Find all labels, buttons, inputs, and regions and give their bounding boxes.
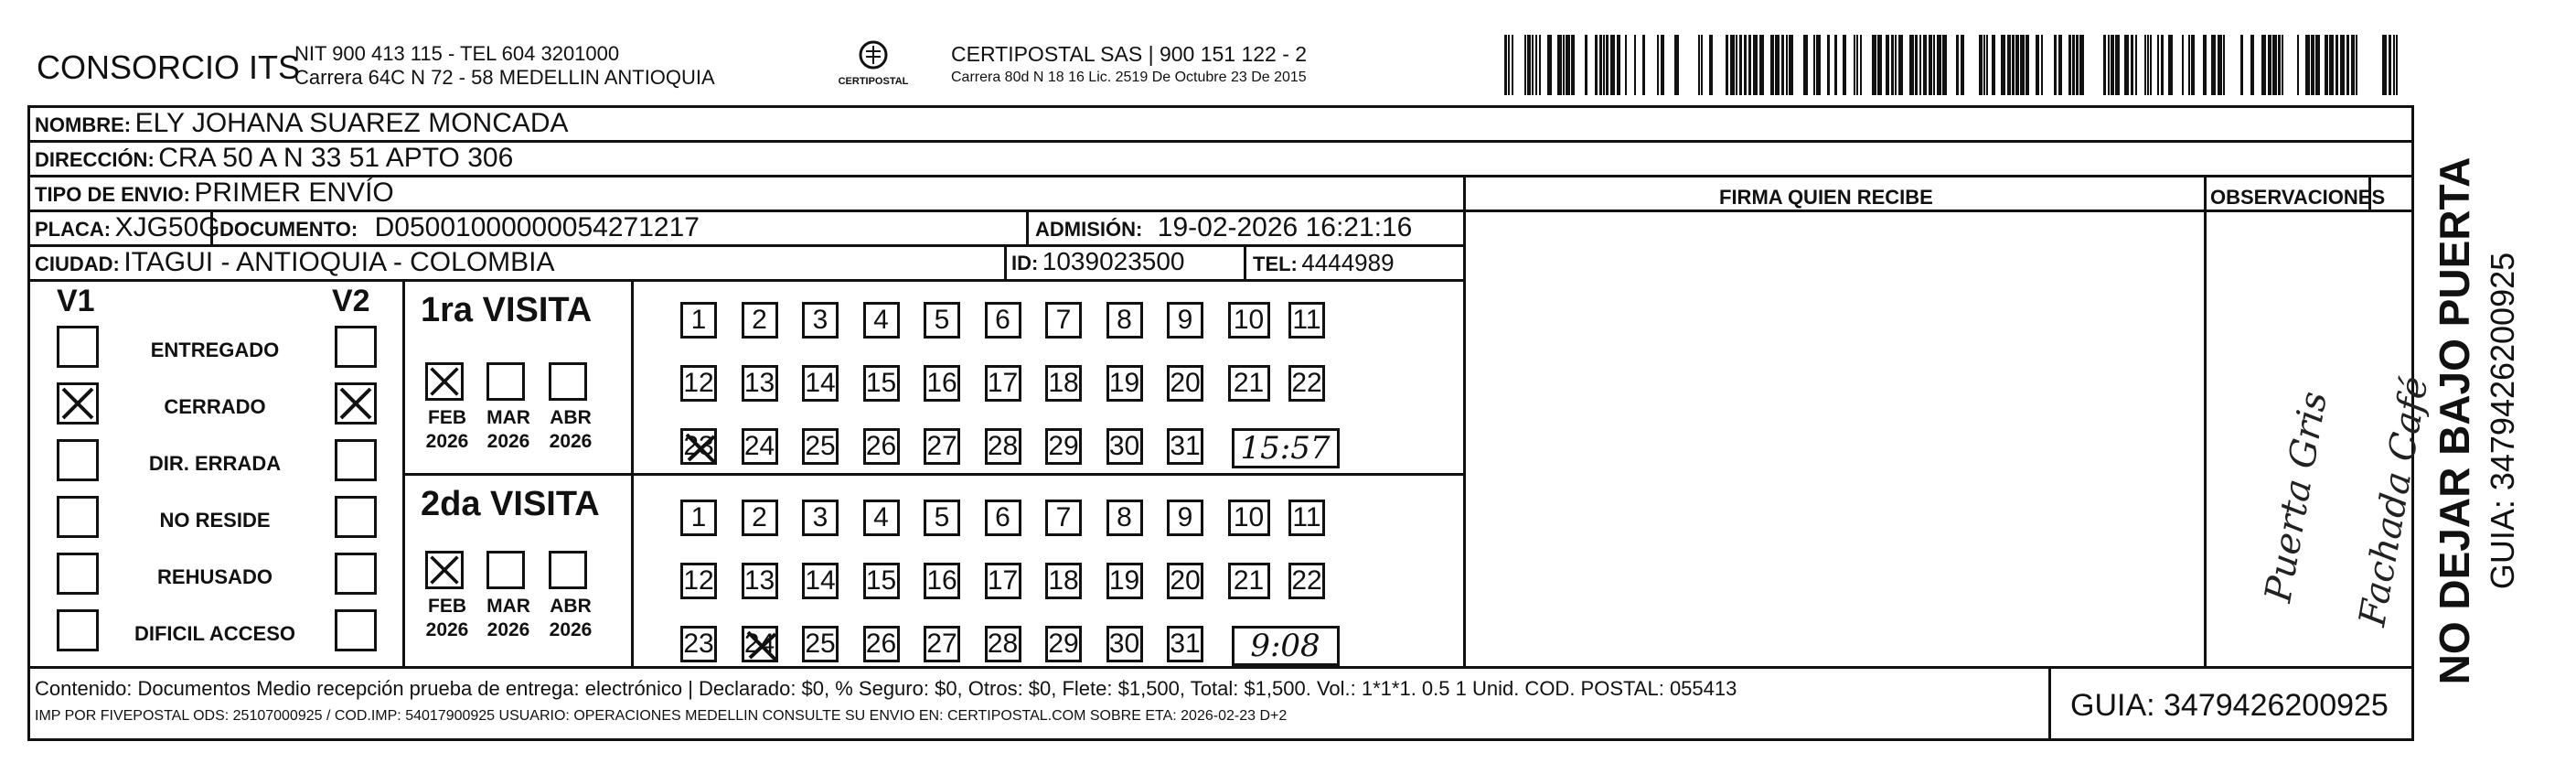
recipient-id: 1039023500 (1042, 247, 1185, 275)
day-number: 1 (690, 305, 707, 335)
day-number: 27 (926, 431, 957, 461)
status-label: ENTREGADO (150, 339, 280, 361)
day-number: 24 (743, 629, 775, 659)
status-v1-checkbox-4[interactable] (57, 553, 99, 595)
city: ITAGUI - ANTIOQUIA - COLOMBIA (123, 247, 555, 277)
visit2-day-2[interactable] (742, 500, 778, 536)
visit2-day-8[interactable] (1106, 500, 1143, 536)
day-number: 6 (995, 502, 1010, 532)
day-number: 29 (1048, 431, 1079, 461)
visit1-month-checkbox-0[interactable] (425, 362, 464, 401)
visit2-month-checkbox-0[interactable] (425, 551, 464, 589)
visit1-month-year: 2026 (486, 431, 530, 452)
visit1-day-3[interactable] (802, 302, 839, 339)
visit1-month-name: MAR (486, 407, 530, 428)
visit2-day-13[interactable] (742, 563, 778, 599)
visit2-day-30[interactable] (1106, 626, 1143, 662)
visit1-day-28[interactable] (985, 428, 1021, 465)
day-number: 11 (1292, 305, 1321, 335)
id-label: ID: (1011, 252, 1039, 274)
visit2-day-24[interactable] (742, 626, 778, 662)
status-v1-checkbox-5[interactable] (57, 609, 99, 651)
day-number: 3 (812, 305, 828, 335)
visit2-day-23[interactable] (680, 626, 717, 662)
status-label: DIFICIL ACCESO (134, 622, 295, 645)
v1-label: V1 (57, 284, 95, 318)
day-number: 11 (1292, 502, 1321, 532)
visit2-month-label (423, 595, 471, 642)
day-number: 25 (805, 431, 836, 461)
day-number: 17 (987, 565, 1019, 596)
day-number: 23 (683, 431, 714, 461)
visit2-day-1[interactable] (680, 500, 717, 536)
plate-label: PLACA: (35, 218, 112, 241)
visit2-day-10[interactable] (1228, 500, 1270, 536)
visit1-day-21[interactable] (1228, 365, 1270, 402)
day-number: 31 (1170, 431, 1201, 461)
day-number: 22 (1291, 368, 1322, 398)
day-number: 22 (1291, 565, 1322, 596)
visit1-title: 1ra VISITA (421, 291, 593, 329)
status-label: CERRADO (164, 395, 266, 418)
day-number: 10 (1233, 502, 1265, 532)
day-number: 24 (743, 431, 775, 461)
day-number: 4 (873, 502, 889, 532)
day-number: 5 (934, 305, 950, 335)
status-v1-checkbox-0[interactable] (57, 326, 99, 368)
visit1-day-15[interactable] (863, 365, 900, 402)
visit2-day-4[interactable] (863, 500, 900, 536)
visit1-day-25[interactable] (802, 428, 839, 465)
day-number: 3 (812, 502, 828, 532)
day-number: 27 (926, 629, 957, 659)
visit1-day-7[interactable] (1045, 302, 1082, 339)
day-number: 31 (1170, 629, 1201, 659)
visit1-day-12[interactable] (680, 365, 717, 402)
day-number: 7 (1055, 305, 1072, 335)
visit2-month-checkbox-2[interactable] (549, 551, 587, 589)
carrier-name: CERTIPOSTAL SAS | 900 151 122 - 2 (951, 42, 1308, 66)
day-number: 14 (805, 368, 836, 398)
visit1-day-1[interactable] (680, 302, 717, 339)
visit2-day-3[interactable] (802, 500, 839, 536)
day-number: 28 (987, 431, 1019, 461)
visit1-day-5[interactable] (924, 302, 960, 339)
send-type-label: TIPO DE ENVIO: (35, 183, 190, 206)
visit2-day-6[interactable] (985, 500, 1021, 536)
day-number: 8 (1117, 502, 1132, 532)
day-number: 2 (752, 305, 767, 335)
day-number: 9 (1177, 502, 1193, 532)
day-number: 25 (805, 629, 836, 659)
day-number: 15 (865, 565, 897, 596)
day-number: 13 (743, 565, 775, 596)
status-v1-checkbox-1[interactable] (57, 382, 99, 425)
visit1-day-2[interactable] (742, 302, 778, 339)
visit2-day-7[interactable] (1045, 500, 1082, 536)
visit1-handwritten-time: 15:57 (1232, 428, 1340, 468)
visit1-day-29[interactable] (1045, 428, 1082, 465)
visit1-day-23[interactable] (680, 428, 717, 465)
visit2-month-checkbox-1[interactable] (486, 551, 525, 589)
visit1-day-6[interactable] (985, 302, 1021, 339)
status-v2-checkbox-4[interactable] (335, 553, 377, 595)
visit1-day-31[interactable] (1167, 428, 1203, 465)
visit1-day-8[interactable] (1106, 302, 1143, 339)
barcode (1504, 35, 2410, 95)
visit2-day-20[interactable] (1167, 563, 1203, 599)
status-v2-checkbox-0[interactable] (335, 326, 377, 368)
day-number: 1 (690, 502, 707, 532)
day-number: 21 (1233, 368, 1265, 398)
day-number: 16 (926, 565, 957, 596)
visit2-day-21[interactable] (1228, 563, 1270, 599)
day-number: 8 (1117, 305, 1132, 335)
visit2-day-19[interactable] (1106, 563, 1143, 599)
footer-print-info: IMP POR FIVEPOSTAL ODS: 25107000925 / COD.IMP: 54017900925 USUARIO: OPERACIONES MEDELLIN CONSULTE SU ENVIO EN: CERTIPOSTAL.COM SOBRE ETA: 2026-02-23 D+2 (35, 708, 1288, 724)
visit2-month-label (485, 595, 532, 642)
visit2-day-22[interactable] (1288, 563, 1325, 599)
visit2-month-year: 2026 (425, 619, 469, 640)
status-label: REHUSADO (157, 565, 273, 588)
visit2-month-year: 2026 (549, 619, 593, 640)
day-number: 20 (1170, 368, 1201, 398)
status-v2-checkbox-3[interactable] (335, 496, 377, 538)
visit1-day-22[interactable] (1288, 365, 1325, 402)
visit2-day-26[interactable] (863, 626, 900, 662)
day-number: 5 (934, 502, 950, 532)
status-label: NO RESIDE (159, 509, 271, 532)
visit1-day-16[interactable] (924, 365, 960, 402)
visit1-day-4[interactable] (863, 302, 900, 339)
plate: XJG50G (114, 212, 220, 242)
certipostal-logo-icon (828, 37, 919, 101)
visit2-day-17[interactable] (985, 563, 1021, 599)
visit1-month-checkbox-2[interactable] (549, 362, 587, 401)
day-number: 30 (1108, 431, 1140, 461)
visit2-day-18[interactable] (1045, 563, 1082, 599)
visit1-day-20[interactable] (1167, 365, 1203, 402)
visit2-day-9[interactable] (1167, 500, 1203, 536)
visit2-day-31[interactable] (1167, 626, 1203, 662)
day-number: 13 (743, 368, 775, 398)
visit1-day-9[interactable] (1167, 302, 1203, 339)
visit1-day-30[interactable] (1106, 428, 1143, 465)
day-number: 2 (752, 502, 767, 532)
day-number: 23 (683, 629, 714, 659)
status-v2-checkbox-5[interactable] (335, 609, 377, 651)
visit1-day-27[interactable] (924, 428, 960, 465)
name-label: NOMBRE: (35, 113, 132, 136)
visit2-day-28[interactable] (985, 626, 1021, 662)
company-name: CONSORCIO ITS (37, 48, 301, 86)
admission-datetime: 19-02-2026 16:21:16 (1157, 212, 1413, 242)
city-label: CIUDAD: (35, 253, 120, 275)
visit2-day-11[interactable] (1288, 500, 1325, 536)
day-number: 4 (873, 305, 889, 335)
day-number: 18 (1048, 368, 1079, 398)
day-number: 26 (865, 629, 897, 659)
status-v2-checkbox-2[interactable] (335, 439, 377, 481)
day-number: 15 (865, 368, 897, 398)
visit2-day-29[interactable] (1045, 626, 1082, 662)
recipient-name: ELY JOHANA SUAREZ MONCADA (134, 108, 569, 138)
day-number: 29 (1048, 629, 1079, 659)
svg-text:CERTIPOSTAL: CERTIPOSTAL (838, 76, 909, 87)
observation-handwritten-1: Puerta Gris (2257, 388, 2336, 606)
company-nit-tel: NIT 900 413 115 - TEL 604 3201000 (294, 42, 620, 65)
footer-guia: GUIA: 3479426200925 (2070, 688, 2389, 723)
visit2-handwritten-time: 9:08 (1232, 626, 1340, 666)
observations-label: OBSERVACIONES (2210, 186, 2386, 209)
carrier-license: Carrera 80d N 18 16 Lic. 2519 De Octubre 23 De 2015 (951, 70, 1307, 85)
visit2-day-25[interactable] (802, 626, 839, 662)
day-number: 30 (1108, 629, 1140, 659)
visit2-month-name: FEB (428, 596, 466, 617)
company-address: Carrera 64C N 72 - 58 MEDELLIN ANTIOQUIA (294, 66, 715, 89)
document-label: DOCUMENTO: (219, 218, 358, 241)
visit1-month-year: 2026 (549, 431, 593, 452)
visit1-month-checkbox-1[interactable] (486, 362, 525, 401)
visit2-month-name: MAR (486, 596, 530, 617)
admission-label: ADMISIÓN: (1035, 218, 1143, 241)
observation-handwritten-2: Fachada Café (2351, 373, 2437, 629)
visit2-title: 2da VISITA (421, 485, 600, 523)
visit2-day-12[interactable] (680, 563, 717, 599)
address-label: DIRECCIÓN: (35, 148, 155, 171)
visit1-day-24[interactable] (742, 428, 778, 465)
visit1-month-year: 2026 (425, 431, 469, 452)
document-number: D05001000000054271217 (374, 212, 700, 242)
day-number: 21 (1233, 565, 1265, 596)
recipient-address: CRA 50 A N 33 51 APTO 306 (158, 143, 514, 173)
status-v1-checkbox-3[interactable] (57, 496, 99, 538)
footer-contents: Contenido: Documentos Medio recepción prueba de entrega: electrónico | Declarado: $0, % Seguro: $0, Otros: $0, Flete: $1,500, Total: $1,500. Vol.: 1*1*1. 0.5 1 Unid. COD. POSTAL: 055413 (35, 677, 1737, 700)
visit1-month-label (547, 406, 594, 454)
visit1-day-17[interactable] (985, 365, 1021, 402)
visit2-day-5[interactable] (924, 500, 960, 536)
day-number: 10 (1233, 305, 1265, 335)
visit1-month-name: ABR (550, 407, 592, 428)
day-number: 7 (1055, 502, 1072, 532)
day-number: 9 (1177, 305, 1193, 335)
day-number: 12 (683, 368, 714, 398)
day-number: 17 (987, 368, 1019, 398)
day-number: 16 (926, 368, 957, 398)
recipient-tel: 4444989 (1301, 249, 1395, 276)
side-warning: NO DEJAR BAJO PUERTA (2431, 156, 2478, 685)
day-number: 6 (995, 305, 1010, 335)
side-guia: GUIA: 3479426200925 (2484, 252, 2521, 590)
day-number: 19 (1108, 565, 1140, 596)
visit1-month-label (423, 406, 471, 454)
signature-label: FIRMA QUIEN RECIBE (1719, 186, 1933, 209)
status-label: DIR. ERRADA (148, 452, 282, 475)
visit2-day-15[interactable] (863, 563, 900, 599)
day-number: 19 (1108, 368, 1140, 398)
day-number: 18 (1048, 565, 1079, 596)
visit1-day-14[interactable] (802, 365, 839, 402)
visit2-day-27[interactable] (924, 626, 960, 662)
visit1-day-19[interactable] (1106, 365, 1143, 402)
visit1-month-label (485, 406, 532, 454)
day-number: 12 (683, 565, 714, 596)
visit1-day-18[interactable] (1045, 365, 1082, 402)
visit1-day-26[interactable] (863, 428, 900, 465)
visit1-day-13[interactable] (742, 365, 778, 402)
visit1-day-11[interactable] (1288, 302, 1325, 339)
tel-label: TEL: (1253, 253, 1298, 275)
visit2-month-label (547, 595, 594, 642)
day-number: 28 (987, 629, 1019, 659)
visit1-day-10[interactable] (1228, 302, 1270, 339)
status-v1-checkbox-2[interactable] (57, 439, 99, 481)
visit2-day-16[interactable] (924, 563, 960, 599)
send-type: PRIMER ENVÍO (194, 177, 394, 208)
visit2-month-year: 2026 (486, 619, 530, 640)
day-number: 14 (805, 565, 836, 596)
status-v2-checkbox-1[interactable] (335, 382, 377, 425)
day-number: 26 (865, 431, 897, 461)
day-number: 20 (1170, 565, 1201, 596)
v2-label: V2 (332, 284, 370, 318)
visit1-month-name: FEB (428, 407, 466, 428)
visit2-day-14[interactable] (802, 563, 839, 599)
visit2-month-name: ABR (550, 596, 592, 617)
